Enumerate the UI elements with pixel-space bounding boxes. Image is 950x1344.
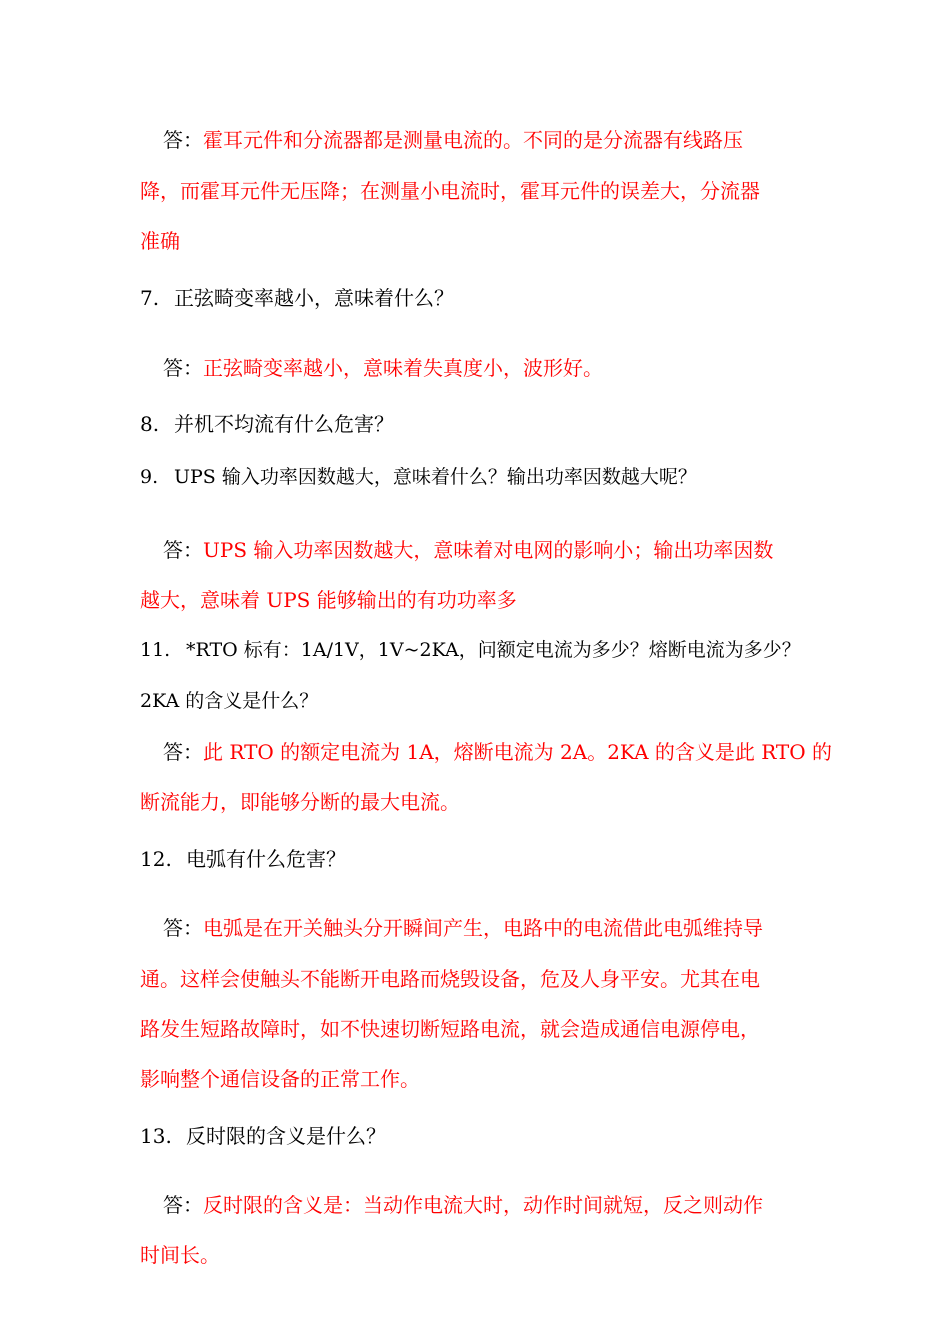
answer-11-text-1: 此 RTO 的额定电流为 1A，熔断电流为 2A。2KA 的含义是此 RTO 的 [203,740,833,764]
answer-9-line-2: 越大，意味着 UPS 能够输出的有功功率多 [140,588,517,612]
answer-9-line-1 [163,538,773,562]
answer-6-line-1 [163,128,743,152]
answer-label: 答： [163,356,203,380]
question-8-text: 并机不均流有什么危害？ [174,412,394,436]
answer-label: 答： [163,128,203,152]
answer-label: 答： [163,538,203,562]
question-8-number: 8. [140,412,160,436]
answer-7-line-1 [163,356,603,380]
answer-13-line-1 [163,1193,763,1217]
question-12-number: 12. [140,847,172,871]
question-13-number: 13. [140,1124,172,1148]
answer-12-line-3: 路发生短路故障时，如不快速切断短路电流，就会造成通信电源停电， [140,1017,760,1041]
question-7-number: 7. [140,286,160,310]
answer-13-text-1: 反时限的含义是：当动作电流大时，动作时间就短，反之则动作 [203,1193,763,1217]
question-11-number: 11. [140,639,171,661]
answer-6-line-3: 准确 [140,229,180,253]
question-9 [140,465,697,489]
question-13-text: 反时限的含义是什么？ [186,1124,386,1148]
answer-label: 答： [163,916,203,940]
question-11-line-1 [140,638,801,662]
answer-13-line-2: 时间长。 [140,1243,220,1267]
question-12-text: 电弧有什么危害？ [186,847,346,871]
answer-label: 答： [163,740,203,764]
question-11-line-2: 2KA 的含义是什么？ [140,690,319,712]
answer-9-text-1: UPS 输入功率因数越大，意味着对电网的影响小；输出功率因数 [203,538,774,562]
answer-label: 答： [163,1193,203,1217]
answer-11-line-2: 断流能力，即能够分断的最大电流。 [140,790,460,814]
question-12 [140,847,346,871]
question-8 [140,412,394,436]
answer-6-line-2: 降，而霍耳元件无压降；在测量小电流时，霍耳元件的误差大，分流器 [140,179,760,203]
question-11-text-1: *RTO 标有：1A/1V，1V~2KA，问额定电流为多少？熔断电流为多少？ [186,639,801,661]
question-7 [140,286,454,310]
question-9-number: 9. [140,466,159,488]
answer-12-line-2: 通。这样会使触头不能断开电路而烧毁设备，危及人身平安。尤其在电 [140,967,760,991]
question-7-text: 正弦畸变率越小，意味着什么？ [174,286,454,310]
answer-11-line-1 [163,740,832,764]
answer-12-line-1 [163,916,763,940]
question-13 [140,1124,386,1148]
answer-6-text-1: 霍耳元件和分流器都是测量电流的。不同的是分流器有线路压 [203,128,743,152]
question-9-text: UPS 输入功率因数越大，意味着什么？输出功率因数越大呢？ [174,466,697,488]
answer-12-text-1: 电弧是在开关触头分开瞬间产生，电路中的电流借此电弧维持导 [203,916,763,940]
answer-7-text-1: 正弦畸变率越小，意味着失真度小，波形好。 [203,356,603,380]
answer-12-line-4: 影响整个通信设备的正常工作。 [140,1067,420,1091]
